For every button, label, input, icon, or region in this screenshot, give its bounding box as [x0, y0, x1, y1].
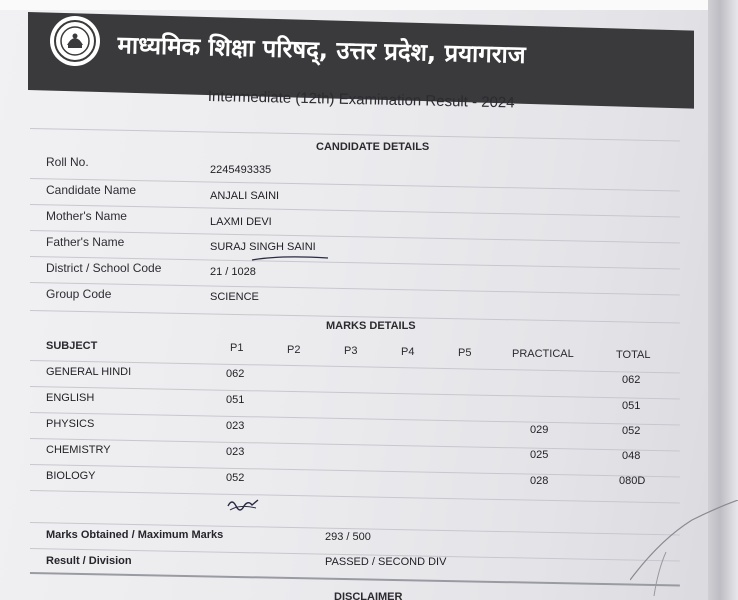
roll-no-label: Roll No. — [46, 155, 89, 169]
subject-total: 080D — [619, 475, 646, 487]
pen-underline — [250, 254, 330, 262]
subject-name: CHEMISTRY — [46, 444, 111, 456]
exam-title: Intermediate (12th) Examination Result - 2024 — [207, 88, 515, 112]
pen-scribble — [226, 496, 260, 514]
candidate-name-label: Candidate Name — [46, 183, 137, 197]
district-school-code-value: 21 / 1028 — [210, 266, 256, 278]
subject-p1: 062 — [226, 368, 245, 380]
column-header-p5: P5 — [458, 347, 472, 359]
divider — [30, 204, 680, 217]
subject-name: ENGLISH — [46, 392, 95, 404]
column-header-p4: P4 — [401, 346, 415, 358]
candidate-details-heading: CANDIDATE DETAILS — [316, 141, 430, 153]
subject-p1: 051 — [226, 394, 245, 406]
subject-total: 051 — [622, 400, 641, 412]
group-code-label: Group Code — [46, 287, 112, 301]
subject-total: 062 — [622, 374, 641, 386]
mother-name-label: Mother's Name — [46, 209, 127, 223]
column-header-p3: P3 — [344, 345, 358, 357]
subject-total: 048 — [622, 450, 641, 462]
divider — [30, 572, 680, 586]
divider — [30, 230, 680, 243]
result-division-label: Result / Division — [46, 555, 132, 567]
subject-name: BIOLOGY — [46, 470, 96, 482]
group-code-value: SCIENCE — [210, 291, 259, 303]
column-header-subject: SUBJECT — [46, 340, 98, 352]
divider — [30, 386, 680, 399]
subject-practical: 025 — [530, 449, 549, 461]
paper-crease — [630, 500, 738, 600]
board-emblem-icon — [50, 16, 100, 66]
column-header-p2: P2 — [287, 344, 301, 356]
previous-page-edge — [0, 0, 738, 10]
roll-no-value: 2245493335 — [210, 164, 272, 176]
marks-obtained-value: 293 / 500 — [325, 531, 371, 543]
subject-p1: 052 — [226, 472, 245, 484]
subject-p1: 023 — [226, 446, 245, 458]
subject-practical: 029 — [530, 424, 549, 436]
father-name-value: SURAJ SINGH SAINI — [210, 241, 316, 253]
subject-practical: 028 — [530, 475, 549, 487]
subject-name: GENERAL HINDI — [46, 366, 132, 378]
subject-total: 052 — [622, 425, 641, 437]
candidate-name-value: ANJALI SAINI — [210, 190, 280, 202]
board-name-hindi: माध्यमिक शिक्षा परिषद्, उत्तर प्रदेश, प्रयागराज — [117, 30, 526, 69]
divider — [30, 128, 680, 141]
marks-details-heading: MARKS DETAILS — [326, 320, 416, 332]
father-name-label: Father's Name — [46, 235, 125, 249]
divider — [30, 438, 680, 451]
marks-obtained-label: Marks Obtained / Maximum Marks — [46, 529, 224, 541]
result-division-value: PASSED / SECOND DIV — [325, 556, 447, 568]
column-header-p1: P1 — [230, 342, 244, 354]
divider — [30, 464, 680, 477]
divider — [30, 490, 680, 503]
column-header-total: TOTAL — [616, 349, 651, 361]
column-header-practical: PRACTICAL — [512, 348, 574, 360]
mother-name-value: LAXMI DEVI — [210, 216, 272, 228]
subject-name: PHYSICS — [46, 418, 95, 430]
divider — [30, 282, 680, 295]
divider — [30, 412, 680, 425]
subject-p1: 023 — [226, 420, 245, 432]
district-school-code-label: District / School Code — [46, 261, 162, 275]
disclaimer-heading: DISCLAIMER — [334, 591, 403, 600]
